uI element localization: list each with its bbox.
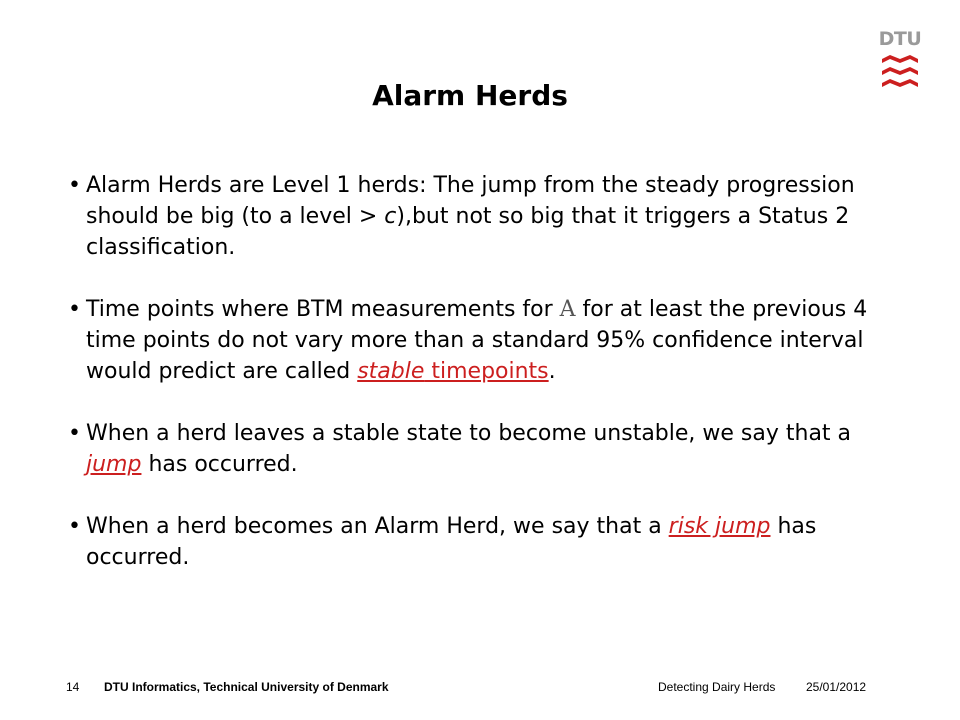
bullet-risk-jump	[62, 511, 872, 573]
bullet-symbol-a: A	[559, 297, 576, 322]
bullet-marker: •	[68, 514, 81, 539]
bullet-stable-timepoints	[62, 294, 872, 387]
bullet-marker: •	[68, 421, 81, 446]
bullet-text: for at least the previous 4 time points do not vary more than a standard 95% confidence interval would predict are called	[86, 297, 868, 384]
footer-date: 25/01/2012	[806, 680, 867, 694]
bullet-text: has occurred.	[141, 452, 298, 477]
bullet-jump	[62, 418, 872, 480]
footer-project: Detecting Dairy Herds	[658, 680, 776, 694]
bullet-marker: •	[68, 173, 81, 198]
term-stable-timepoints	[357, 359, 548, 384]
footer-page-number: 14	[66, 680, 80, 694]
bullet-text: Time points where BTM measurements for	[86, 297, 560, 322]
term-jump: jump	[86, 452, 142, 477]
term-stable: stable	[357, 359, 425, 384]
slide-title: Alarm Herds	[372, 79, 568, 112]
term-timepoints: timepoints	[424, 359, 549, 384]
bullet-marker: •	[68, 297, 81, 322]
bullet-text: has occurred.	[86, 514, 817, 570]
bullet-text: When a herd leaves a stable state to become unstable, we say that a	[86, 421, 852, 446]
term-risk-jump: risk jump	[668, 514, 771, 539]
bullet-text: ),but not so big that it triggers a Status 2 classification.	[86, 204, 850, 260]
bullet-alarm-herds-definition	[62, 170, 872, 263]
bullet-text: When a herd becomes an Alarm Herd, we say that a	[86, 514, 669, 539]
bullet-variable-c: c	[384, 204, 397, 229]
dtu-logo-text: DTU	[878, 28, 922, 50]
bullet-text: Alarm Herds are Level 1 herds: The jump from the steady progression should be big (to a level >	[86, 173, 855, 229]
footer-organization: DTU Informatics, Technical University of Denmark	[104, 680, 389, 694]
bullet-text: .	[548, 359, 556, 384]
slide-body	[62, 170, 872, 604]
